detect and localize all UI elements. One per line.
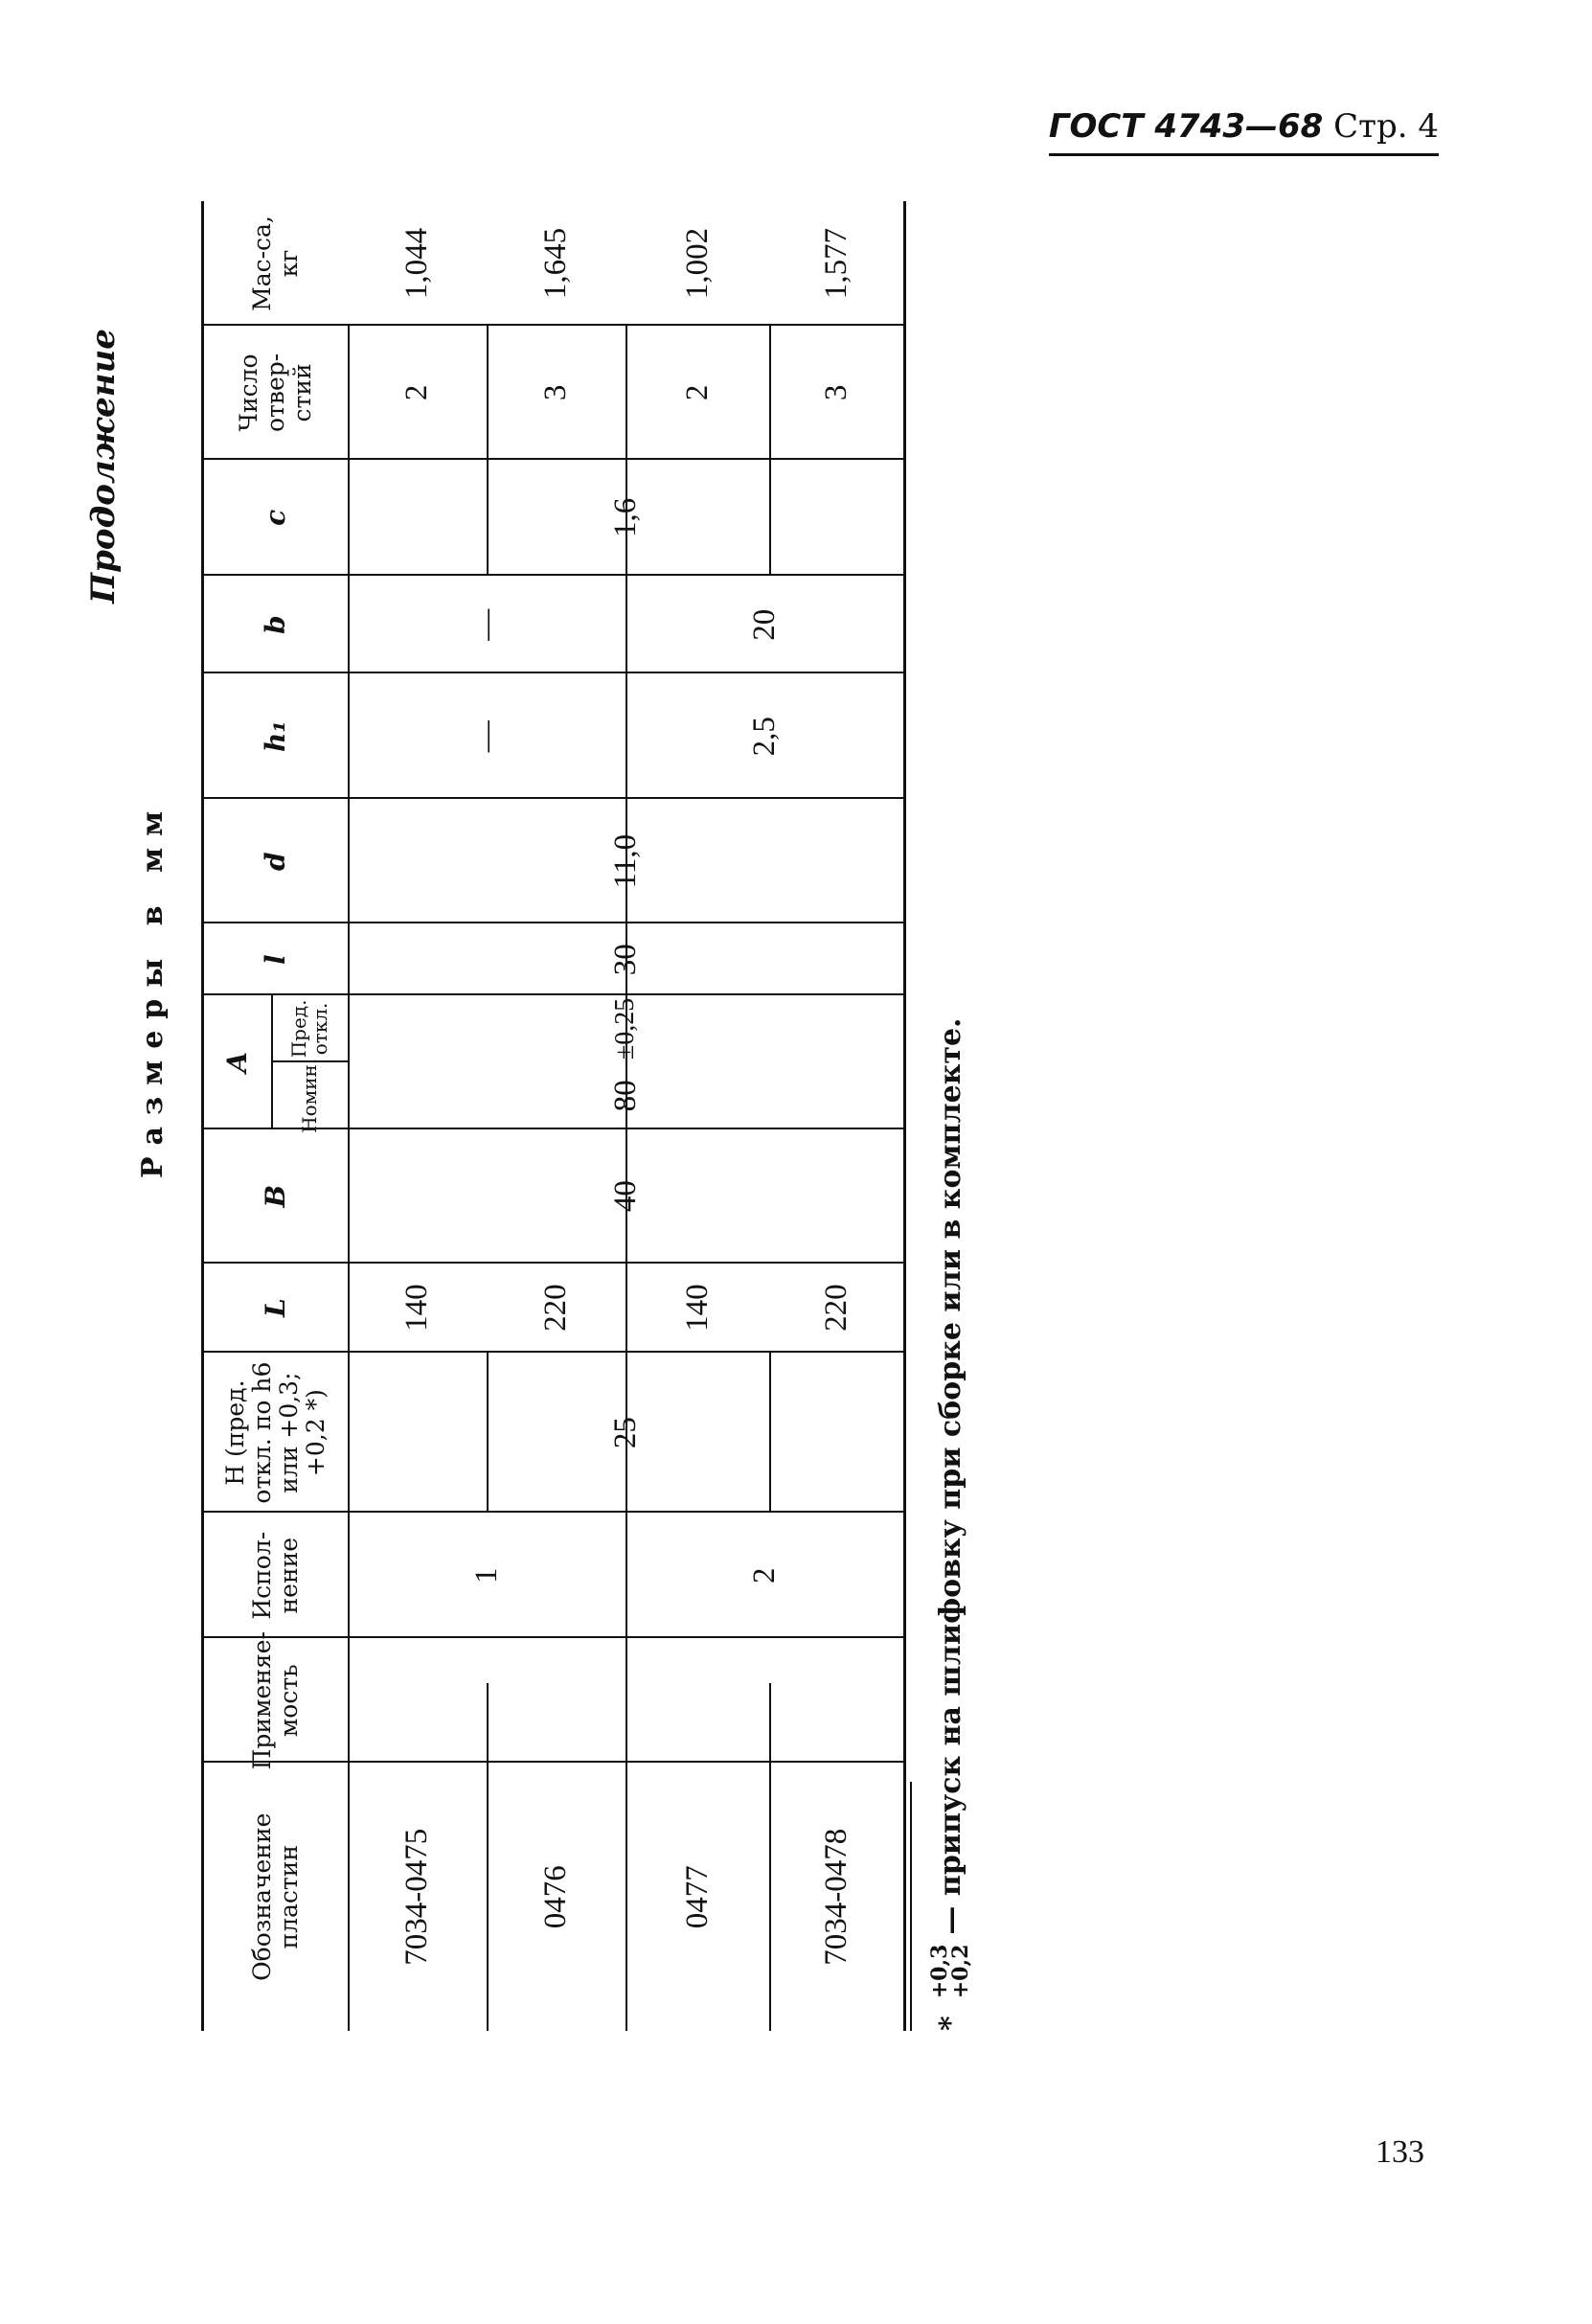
header-c: c	[260, 509, 292, 526]
footnote-marker: *	[933, 2016, 967, 2031]
d-value: 11,0	[607, 833, 643, 889]
c-value: 1,6	[607, 497, 643, 538]
header-B: B	[260, 1184, 292, 1208]
header-h1: h₁	[260, 720, 292, 753]
header-designation: Обозначение пластин	[248, 1812, 303, 1981]
header-b: b	[260, 615, 292, 635]
row-2-holes: 3	[538, 384, 573, 401]
B-value: 40	[607, 1180, 643, 1213]
header-version: Испол-нение	[248, 1531, 303, 1620]
header-holes: Число отвер-стий	[235, 353, 316, 433]
row-4-L: 220	[818, 1284, 853, 1332]
h1-version-1: —	[468, 720, 504, 753]
row-1-L: 140	[399, 1284, 434, 1332]
standard-number: ГОСТ 4743—68	[1048, 107, 1324, 146]
row-1-mass: 1,044	[399, 227, 434, 300]
version-1: 1	[468, 1567, 504, 1584]
b-version-2: 20	[746, 608, 782, 641]
row-2-mass: 1,645	[538, 227, 573, 300]
row-3-L: 140	[679, 1284, 715, 1332]
footnote	[929, 1018, 971, 2032]
footnote-lower: +0,2	[948, 1944, 973, 1999]
row-3-designation: 0477	[679, 1865, 715, 1929]
row-1-designation: 7034-0475	[399, 1828, 434, 1966]
footnote-text: — припуск на шлифовку при сборке или в комплекте.	[933, 1017, 967, 1935]
row-3-holes: 2	[679, 384, 715, 401]
version-2: 2	[746, 1567, 782, 1584]
header-l: l	[260, 954, 292, 965]
l-value: 30	[607, 944, 643, 976]
header-applicability: Применяе-мость	[248, 1630, 303, 1770]
footnote-allowance	[929, 1945, 971, 1999]
units-caption: Размеры в мм	[136, 799, 170, 1178]
page-number: 133	[1376, 2134, 1424, 2170]
row-3-mass: 1,002	[679, 227, 715, 300]
header-A: A	[221, 1052, 254, 1073]
header-L: L	[260, 1298, 292, 1317]
H-value: 25	[607, 1417, 643, 1449]
footnote-rule	[910, 1782, 912, 2031]
header-H: H (пред. откл. по h6 или +0,3; +0,2 *)	[221, 1361, 330, 1504]
page-label: Стр. 4	[1333, 107, 1439, 146]
mass-column	[201, 211, 900, 498]
running-head	[1049, 107, 1439, 156]
continuation-label: Продолжение	[84, 329, 123, 604]
A-tolerance-value: ±0,25	[610, 997, 640, 1060]
row-4-holes: 3	[818, 384, 853, 401]
row-4-mass: 1,577	[818, 227, 853, 300]
row-1-holes: 2	[399, 384, 434, 401]
A-nominal-value: 80	[607, 1080, 643, 1112]
header-A-tolerance: Пред. откл.	[286, 999, 331, 1059]
row-2-L: 220	[538, 1284, 573, 1332]
b-version-1: —	[468, 608, 504, 641]
footnote-upper: +0,3	[927, 1944, 952, 1999]
h1-version-2: 2,5	[746, 717, 782, 757]
row-4-designation: 7034-0478	[818, 1828, 853, 1966]
header-A-nominal: Номин.	[297, 1058, 321, 1133]
header-d: d	[260, 852, 292, 871]
header-mass: Мас-са, кг	[248, 216, 303, 311]
row-2-designation: 0476	[538, 1865, 573, 1929]
